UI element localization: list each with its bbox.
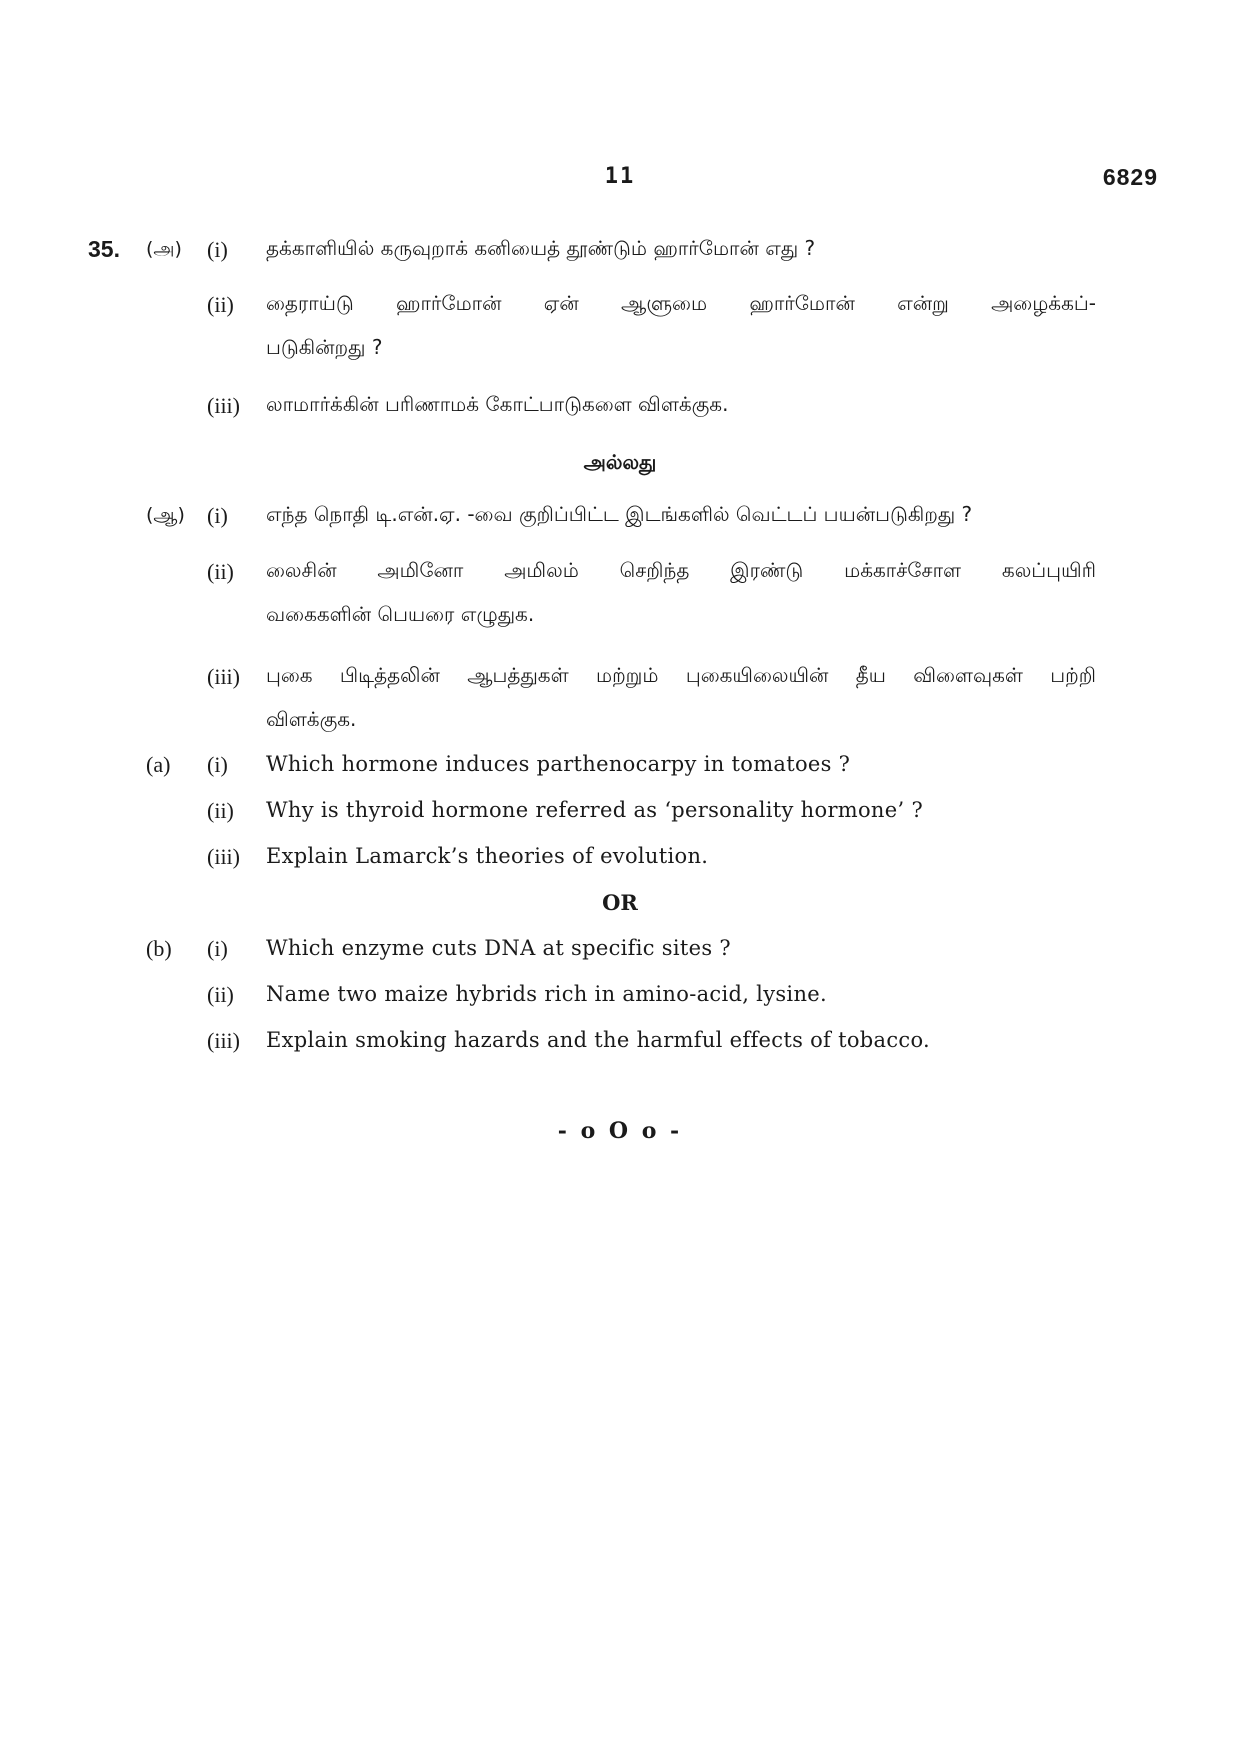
tamil-b-i-label: (i) bbox=[207, 503, 228, 528]
tamil-part-b-label: (ஆ) bbox=[146, 504, 185, 526]
english-a-iii-text: Explain Lamarck’s theories of evolution. bbox=[266, 844, 709, 868]
question-number: 35. bbox=[88, 236, 120, 262]
english-a-i-label: (i) bbox=[207, 752, 228, 777]
english-b-i-text: Which enzyme cuts DNA at specific sites ? bbox=[266, 936, 731, 960]
tamil-b-iii-label: (iii) bbox=[207, 664, 240, 689]
tamil-b-ii-label: (ii) bbox=[207, 559, 234, 584]
tamil-b-iii-text: புகை பிடித்தலின் ஆபத்துகள் மற்றும் புகையிலையின் தீய விளைவுகள் பற்றி bbox=[266, 663, 1096, 687]
tamil-a-i-label: (i) bbox=[207, 237, 228, 262]
tamil-a-iii-label: (iii) bbox=[207, 393, 240, 418]
english-part-b-label: (b) bbox=[146, 936, 172, 961]
tamil-b-i-text: எந்த நொதி டி.என்.ஏ. -வை குறிப்பிட்ட இடங்களில் வெட்டப் பயன்படுகிறது ? bbox=[266, 502, 973, 526]
english-b-ii-label: (ii) bbox=[207, 982, 234, 1007]
tamil-b-iii-text-cont: விளக்குக. bbox=[266, 707, 357, 731]
english-or-separator: OR bbox=[602, 890, 638, 915]
end-of-paper-mark: - o O o - bbox=[557, 1118, 683, 1144]
tamil-a-ii-text: தைராய்டு ஹார்மோன் ஏன் ஆளுமை ஹார்மோன் என்று அழைக்கப்- bbox=[266, 291, 1096, 315]
english-b-iii-label: (iii) bbox=[207, 1028, 240, 1053]
tamil-a-ii-label: (ii) bbox=[207, 292, 234, 317]
tamil-a-i-text: தக்காளியில் கருவுறாக் கனியைத் தூண்டும் ஹார்மோன் எது ? bbox=[266, 236, 816, 260]
tamil-b-ii-text: லைசின் அமினோ அமிலம் செறிந்த இரண்டு மக்காச்சோள கலப்புயிரி bbox=[266, 558, 1096, 582]
english-a-i-text: Which hormone induces parthenocarpy in tomatoes ? bbox=[266, 752, 851, 776]
english-a-ii-label: (ii) bbox=[207, 798, 234, 823]
tamil-a-ii-text-cont: படுகின்றது ? bbox=[266, 335, 383, 359]
tamil-part-a-label: (அ) bbox=[146, 238, 182, 260]
english-b-iii-text: Explain smoking hazards and the harmful effects of tobacco. bbox=[266, 1028, 931, 1052]
english-a-ii-text: Why is thyroid hormone referred as ‘personality hormone’ ? bbox=[266, 798, 923, 822]
tamil-or-separator: அல்லது bbox=[583, 450, 657, 474]
page-number: 11 bbox=[604, 164, 636, 189]
english-b-ii-text: Name two maize hybrids rich in amino-acid, lysine. bbox=[266, 982, 827, 1006]
tamil-a-iii-text: லாமார்க்கின் பரிணாமக் கோட்பாடுகளை விளக்குக. bbox=[266, 392, 729, 416]
english-a-iii-label: (iii) bbox=[207, 844, 240, 869]
paper-code: 6829 bbox=[1102, 164, 1158, 190]
english-b-i-label: (i) bbox=[207, 936, 228, 961]
tamil-b-ii-text-cont: வகைகளின் பெயரை எழுதுக. bbox=[266, 602, 535, 626]
english-part-a-label: (a) bbox=[146, 752, 171, 777]
